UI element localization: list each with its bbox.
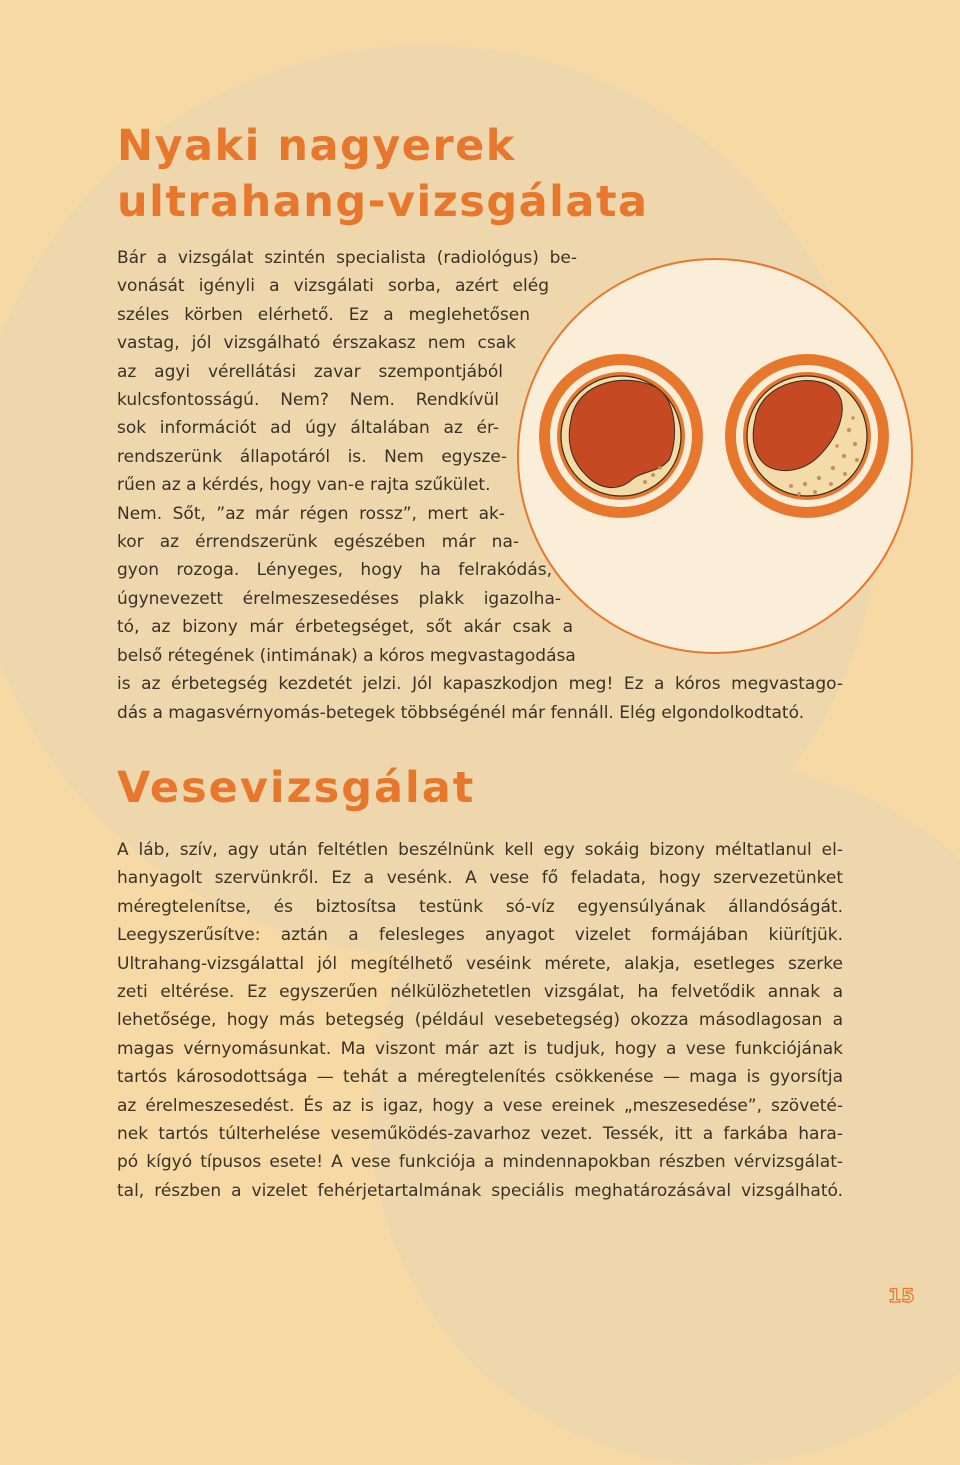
text-line: rendszerünk állapotáról is. Nem egysze- xyxy=(117,446,507,467)
text-line: zeti eltérése. Ez egyszerűen nélkülözhetetlen vizsgálat, ha felvetődik annak a xyxy=(117,982,843,1003)
text-line: tartós károsodottsága — tehát a méregtelenítés csökkenése — maga is gyorsítja xyxy=(117,1067,843,1088)
text-line: rűen az a kérdés, hogy van-e rajta szűkület. xyxy=(117,475,491,496)
text-line: sok információt ad úgy általában az ér- xyxy=(117,418,499,439)
text-line: kor az érrendszerünk egészében már na- xyxy=(117,532,519,553)
neck-ultrasound-paragraph xyxy=(117,244,857,727)
text-line: lehetősége, hogy más betegség (például vesebetegség) okozza másodlagosan a xyxy=(117,1010,843,1031)
title-line-2: ultrahang-vizsgálata xyxy=(117,177,649,227)
text-line: pó kígyó típusos esete! A vese funkciója a mindennapokban részben vérvizsgálat- xyxy=(117,1152,843,1173)
text-line: Leegyszerűsítve: aztán a felesleges anyagot vizelet formájában kiürítjük. xyxy=(117,925,843,946)
text-line: kulcsfontosságú. Nem? Nem. Rendkívül xyxy=(117,390,499,411)
text-line: belső rétegének (intimának) a kóros megvastagodása xyxy=(117,645,576,666)
text-line: Ultrahang-vizsgálattal jól megítélhető veséink mérete, alakja, esetleges szerke xyxy=(117,953,843,974)
text-line: Bár a vizsgálat szintén specialista (radiológus) be- xyxy=(117,248,577,268)
page-number: 15 xyxy=(888,1285,915,1307)
text-line: nek tartós túlterhelése veseműködés-zavarhoz vezet. Tessék, itt a farkába hara- xyxy=(117,1124,843,1145)
text-line: széles körben elérhető. Ez a meglehetősen xyxy=(117,304,530,325)
text-line: Nem. Sőt, ”az már régen rossz”, mert ak- xyxy=(117,503,505,524)
text-line: vonását igényli a vizsgálati sorba, azért elég xyxy=(117,276,549,297)
text-line: úgynevezett érelmeszesedéses plakk igazolha- xyxy=(117,588,561,609)
text-line: az érelmeszesedést. És az is igaz, hogy a vese ereinek „meszesedése”, szöveté- xyxy=(117,1095,843,1116)
text-line: A láb, szív, agy után feltétlen beszélnünk kell egy sokáig bizony méltatlanul el- xyxy=(117,840,843,860)
text-line: vastag, jól vizsgálható érszakasz nem csak xyxy=(117,333,516,354)
text-line: az agyi vérellátási zavar szempontjából xyxy=(117,361,503,382)
title-line-1: Nyaki nagyerek xyxy=(117,121,516,171)
section-title-neck-ultrasound xyxy=(117,118,649,230)
text-line: dás a magasvérnyomás-betegek többségénél már fennáll. Elég elgondolkodtató. xyxy=(117,702,805,723)
section-title-kidney: Vesevizsgálat xyxy=(117,763,476,813)
text-line: tal, részben a vizelet fehérjetartalmának speciális meghatározásával vizsgálható. xyxy=(117,1180,843,1201)
text-line: tó, az bizony már érbetegséget, sőt akár csak a xyxy=(117,617,573,638)
text-line: méregtelenítse, és biztosítsa testünk só-víz egyensúlyának állandóságát. xyxy=(117,896,843,917)
text-line: hanyagolt szervünkről. Ez a vesénk. A vese fő feladata, hogy szervezetünket xyxy=(117,868,843,889)
text-line: magas vérnyomásunkat. Ma viszont már azt is tudjuk, hogy a vese funkciójának xyxy=(117,1038,843,1059)
text-line: is az érbetegség kezdetét jelzi. Jól kapaszkodjon meg! Ez a kóros megvastago- xyxy=(117,674,843,695)
kidney-paragraph xyxy=(117,836,843,1205)
text-line: gyon rozoga. Lényeges, hogy ha felrakódás, xyxy=(117,560,552,581)
